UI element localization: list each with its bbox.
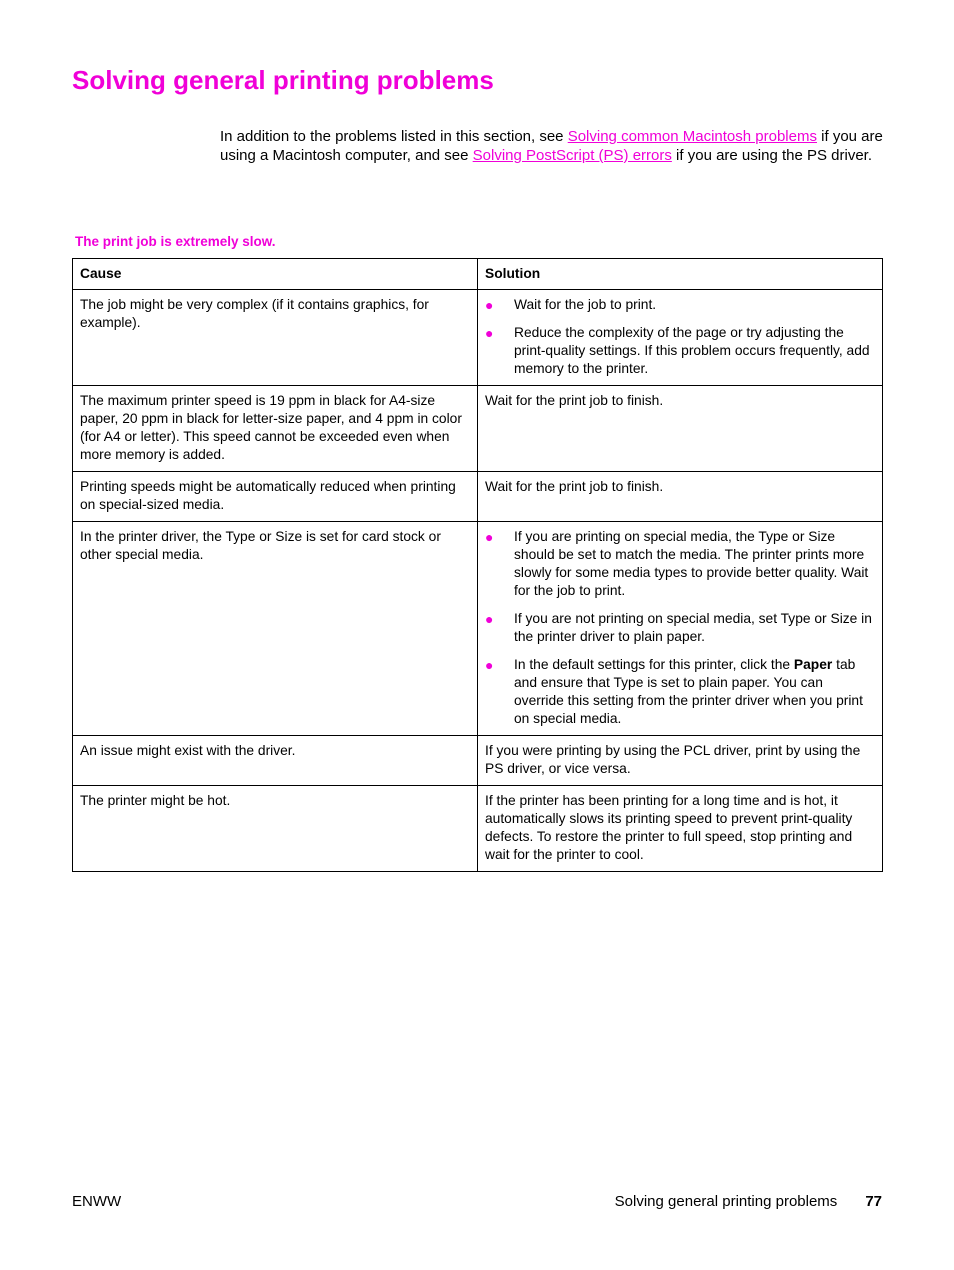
list-item-text-before: In the default settings for this printer, click the <box>514 657 794 672</box>
table-row <box>73 736 883 786</box>
list-item <box>485 528 875 600</box>
list-item-text: If you are not printing on special media, set Type or Size in the printer driver to plain paper. <box>514 611 872 644</box>
cause-cell: An issue might exist with the driver. <box>73 736 478 786</box>
page-title: Solving general printing problems <box>72 65 494 95</box>
cause-cell: In the printer driver, the Type or Size is set for card stock or other special media. <box>73 522 478 736</box>
bullet-icon: ● <box>485 657 494 673</box>
bullet-icon: ● <box>485 611 494 627</box>
intro-text-3: if you are using the PS driver. <box>671 147 872 164</box>
list-item <box>485 324 875 378</box>
list-item-text: If you are printing on special media, the Type or Size should be set to match the media. The printer prints more slowly for some media types to provide better quality. Wait for the job to print. <box>514 529 869 598</box>
cause-cell: The maximum printer speed is 19 ppm in black for A4-size paper, 20 ppm in black for letter-size paper, and 4 ppm in color (for A4 or letter). This speed cannot be exceeded even when more memory is added. <box>73 386 478 472</box>
intro-text-2: if you are using a Macintosh computer, and see <box>220 128 883 164</box>
paper-tab-label: Paper <box>793 657 833 672</box>
solution-cell: If the printer has been printing for a long time and is hot, it automatically slows its printing speed to prevent print-quality defects. To restore the printer to full speed, stop printing and wait for the printer to cool. <box>478 786 883 872</box>
footer-left-label: ENWW <box>72 1193 122 1210</box>
cause-solution-table <box>72 258 883 872</box>
footer-right <box>615 1192 882 1211</box>
bullet-icon: ● <box>485 297 494 313</box>
solution-cell: Wait for the print job to finish. <box>478 472 883 522</box>
macintosh-problems-link[interactable]: Solving common Macintosh problems <box>567 128 817 145</box>
table-row <box>73 786 883 872</box>
list-item <box>485 656 875 728</box>
list-item <box>485 610 875 646</box>
cause-column-header: Cause <box>73 259 478 290</box>
cause-cell: Printing speeds might be automatically reduced when printing on special-sized media. <box>73 472 478 522</box>
section-subheading: The print job is extremely slow. <box>75 234 276 249</box>
cause-cell: The job might be very complex (if it contains graphics, for example). <box>73 290 478 386</box>
table-row <box>73 386 883 472</box>
table-header-row <box>73 259 883 290</box>
list-item-text: Reduce the complexity of the page or try adjusting the print-quality settings. If this problem occurs frequently, add memory to the printer. <box>514 325 870 376</box>
solution-cell <box>478 290 883 386</box>
table-row <box>73 522 883 736</box>
list-item-text-after: tab and ensure that Type is set to plain paper. You can override this setting from the printer driver when you print on special media. <box>514 657 863 726</box>
footer-section-title: Solving general printing problems <box>614 1193 838 1210</box>
table-row <box>73 290 883 386</box>
postscript-errors-link[interactable]: Solving PostScript (PS) errors <box>472 147 672 164</box>
solution-column-header: Solution <box>478 259 883 290</box>
page-number: 77 <box>865 1193 882 1210</box>
solution-cell <box>478 522 883 736</box>
table-row <box>73 472 883 522</box>
list-item <box>485 296 875 314</box>
cause-cell: The printer might be hot. <box>73 786 478 872</box>
solution-cell: If you were printing by using the PCL driver, print by using the PS driver, or vice versa. <box>478 736 883 786</box>
solution-list <box>485 528 875 728</box>
solution-cell: Wait for the print job to finish. <box>478 386 883 472</box>
bullet-icon: ● <box>485 325 494 341</box>
list-item-text: Wait for the job to print. <box>514 297 657 312</box>
solution-list <box>485 296 875 378</box>
intro-text-1: In addition to the problems listed in this section, see <box>220 128 568 145</box>
intro-paragraph <box>220 127 890 165</box>
bullet-icon: ● <box>485 529 494 545</box>
